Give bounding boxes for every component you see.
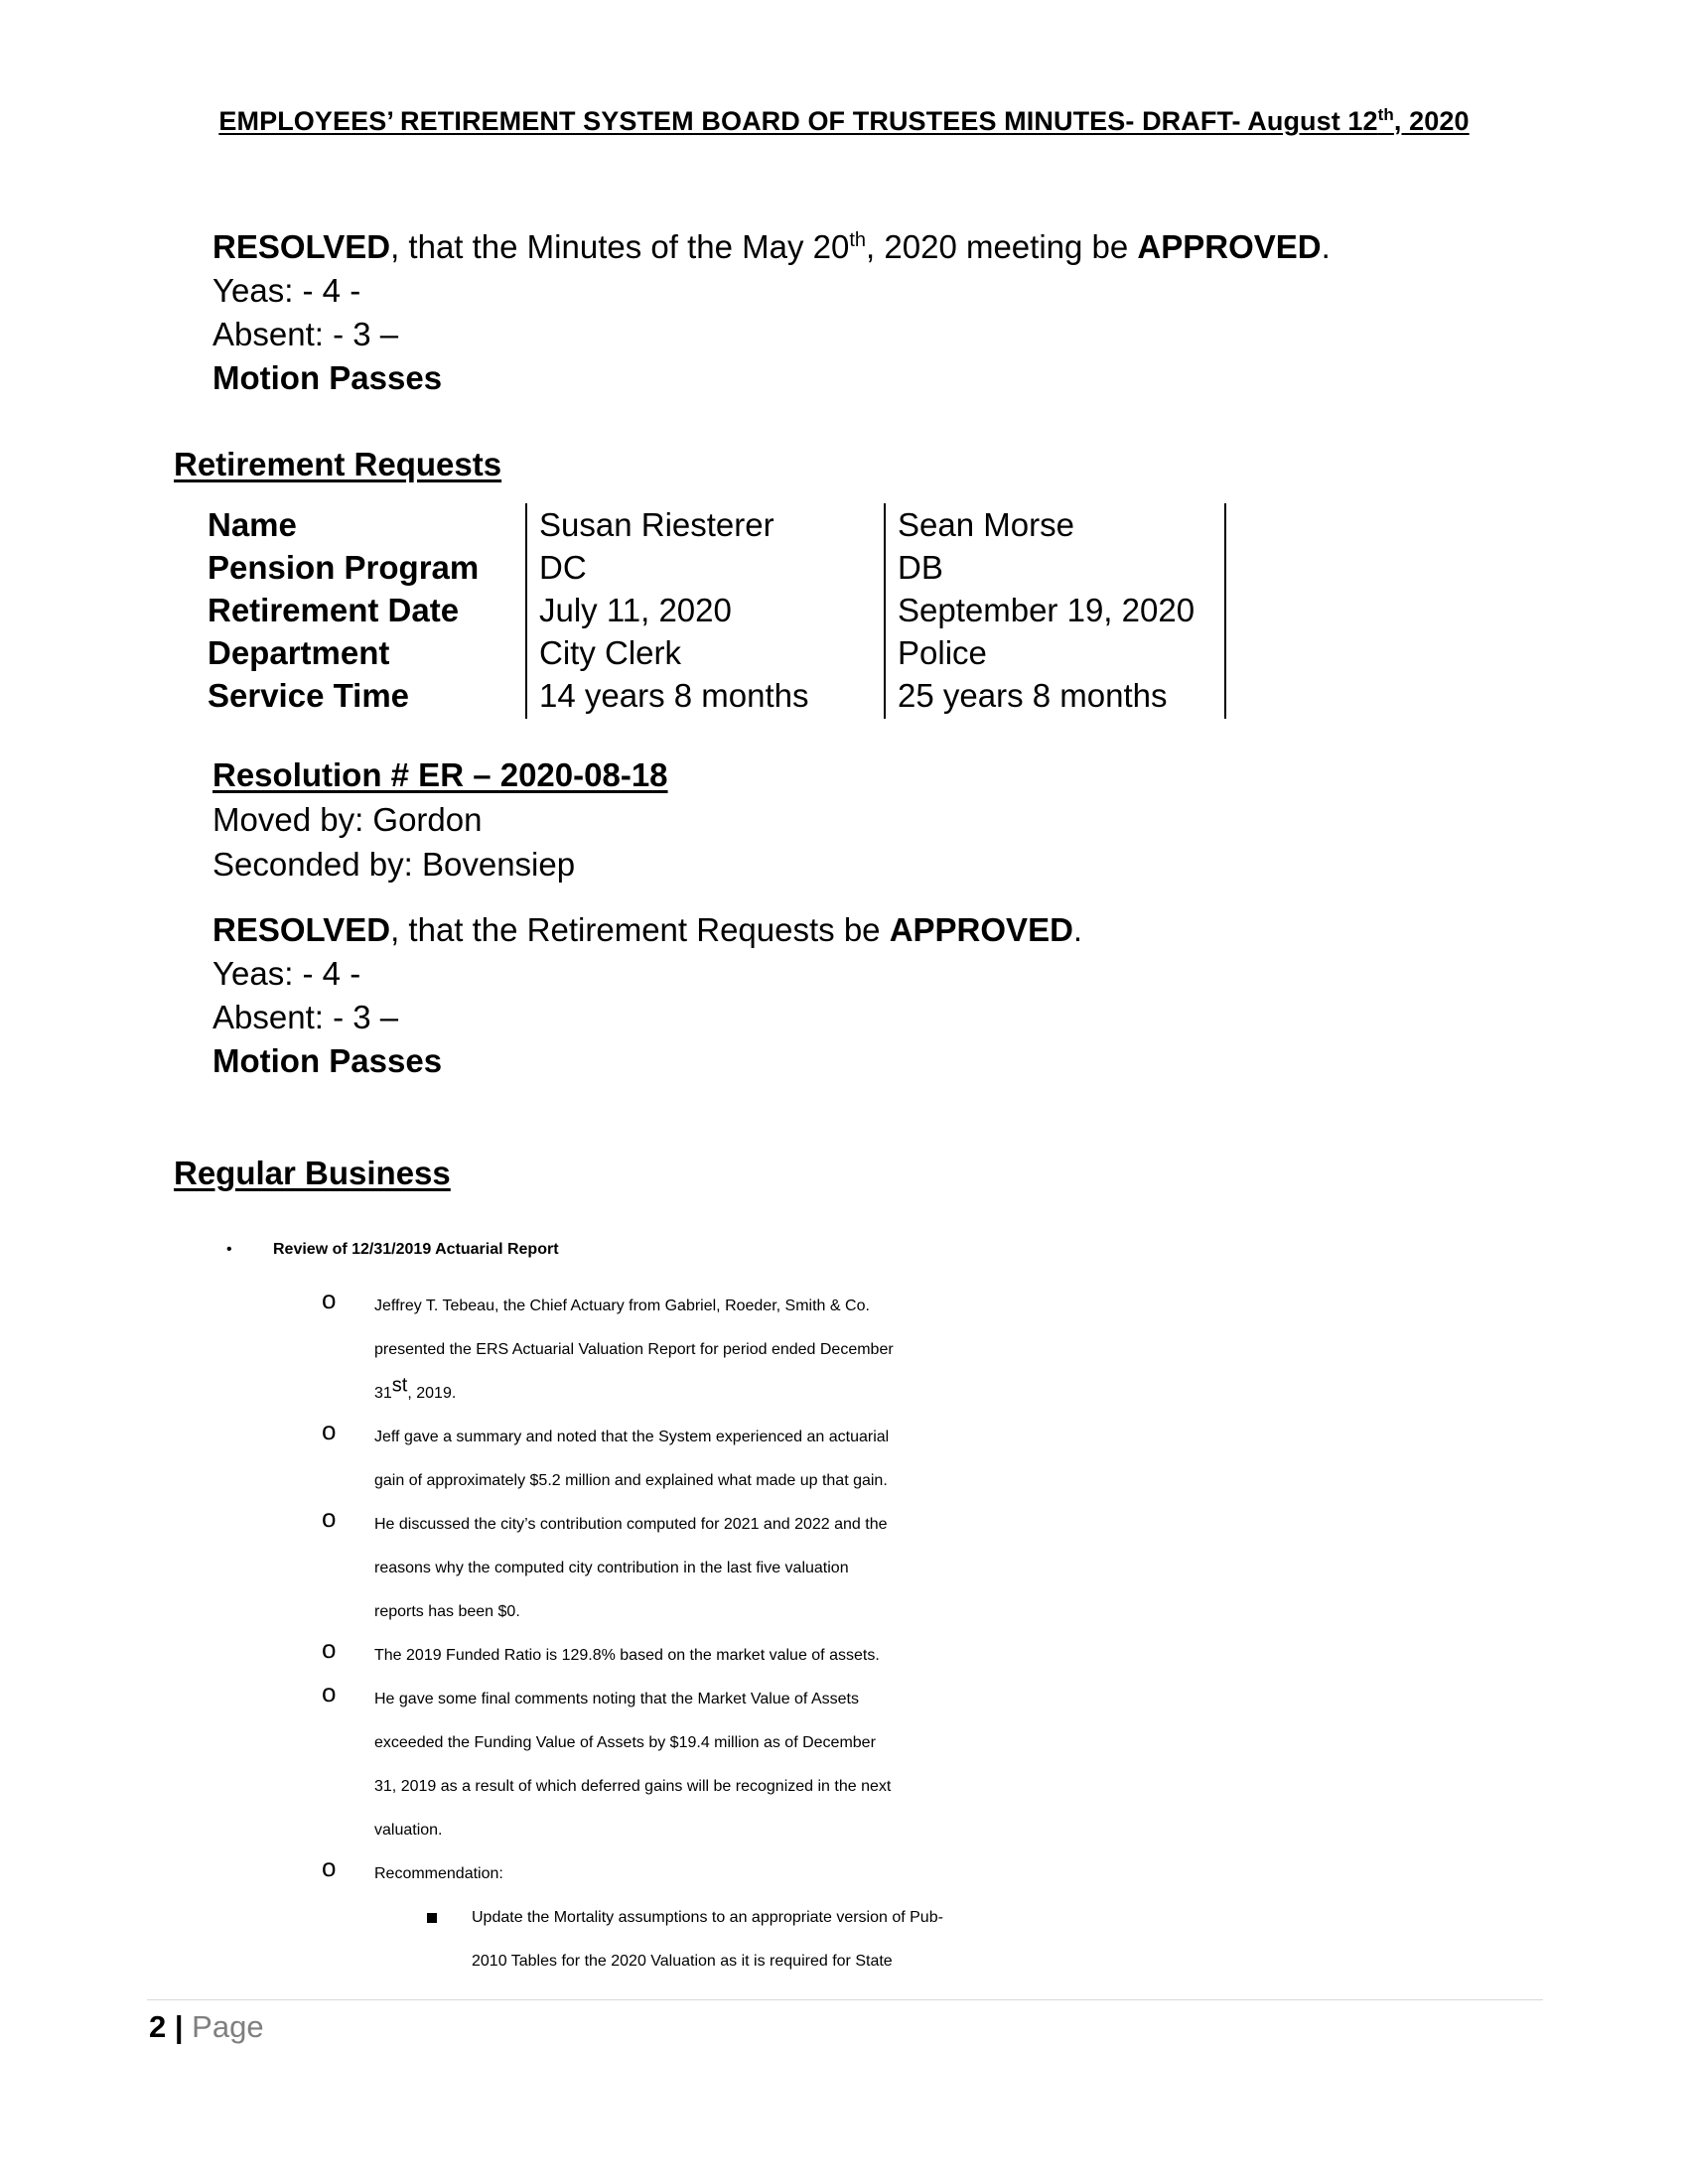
text-line: reasons why the computed city contribution in the last five valuation bbox=[374, 1560, 849, 1576]
text-line: gain of approximately $5.2 million and explained what made up that gain. bbox=[374, 1472, 888, 1489]
regular-business-heading: Regular Business bbox=[174, 1155, 451, 1191]
label-name: Name bbox=[208, 506, 297, 543]
table-divider bbox=[884, 503, 886, 719]
retiree-service-time: 25 years 8 months bbox=[898, 677, 1168, 714]
text-line: reports has been $0. bbox=[374, 1603, 520, 1620]
text-line: Recommendation: bbox=[374, 1865, 503, 1882]
sub-bullet-item bbox=[322, 1634, 1474, 1678]
retiree-department: Police bbox=[898, 634, 987, 671]
resolved-line bbox=[212, 908, 1082, 952]
bullet-title: Review of 12/31/2019 Actuarial Report bbox=[273, 1241, 559, 1258]
circle-bullet-icon: o bbox=[322, 1852, 337, 1882]
circle-bullet-icon: o bbox=[322, 1285, 337, 1314]
resolution-number: Resolution # ER – 2020-08-18 bbox=[212, 756, 668, 793]
retiree-pension-program: DB bbox=[898, 549, 943, 586]
resolved-text: , that the Minutes of the May 20 bbox=[390, 228, 850, 265]
retirement-resolution bbox=[212, 752, 668, 887]
header-title: EMPLOYEES’ RETIREMENT SYSTEM BOARD OF TRUSTEES MINUTES- DRAFT- August 12 bbox=[218, 106, 1378, 136]
retiree-column-2 bbox=[898, 503, 1195, 717]
text-fragment: 31 bbox=[374, 1385, 392, 1402]
yeas-count: Yeas: - 4 - bbox=[212, 272, 361, 309]
retiree-column-1 bbox=[539, 503, 808, 717]
resolved-text-sup: th bbox=[849, 229, 867, 251]
retiree-pension-program: DC bbox=[539, 549, 587, 586]
sub-bullet-item bbox=[322, 1503, 1474, 1634]
text-line: He discussed the city’s contribution computed for 2021 and 2022 and the bbox=[374, 1516, 888, 1533]
sub-bullet-item bbox=[322, 1285, 1474, 1416]
label-service-time: Service Time bbox=[208, 677, 410, 714]
text-line: 31, 2019 as a result of which deferred gains will be recognized in the next bbox=[374, 1778, 892, 1795]
table-divider bbox=[525, 503, 527, 719]
minutes-resolution bbox=[212, 225, 1331, 400]
resolved-text: , that the Retirement Requests be bbox=[390, 911, 890, 948]
motion-status: Motion Passes bbox=[212, 1042, 443, 1079]
text-line: The 2019 Funded Ratio is 129.8% based on the market value of assets. bbox=[374, 1647, 880, 1664]
absent-count: Absent: - 3 – bbox=[212, 999, 399, 1035]
retirement-resolution-vote bbox=[212, 908, 1082, 1083]
row-labels bbox=[208, 503, 479, 717]
resolved-text-end: , 2020 meeting be bbox=[866, 228, 1138, 265]
approved-word: APPROVED bbox=[889, 911, 1073, 948]
page-footer bbox=[149, 2009, 264, 2045]
resolved-line bbox=[212, 225, 1331, 269]
approved-word: APPROVED bbox=[1137, 228, 1322, 265]
retiree-service-time: 14 years 8 months bbox=[539, 677, 809, 714]
label-department: Department bbox=[208, 634, 390, 671]
period: . bbox=[1321, 228, 1331, 265]
header-title-end: , 2020 bbox=[1393, 106, 1470, 136]
yeas-count: Yeas: - 4 - bbox=[212, 955, 361, 992]
sub-bullet-item bbox=[322, 1852, 1474, 1896]
resolved-word: RESOLVED bbox=[212, 911, 391, 948]
retirement-requests-heading: Retirement Requests bbox=[174, 446, 502, 482]
text-line: presented the ERS Actuarial Valuation Report for period ended December bbox=[374, 1341, 894, 1358]
text-line: 2010 Tables for the 2020 Valuation as it is required for State bbox=[472, 1953, 893, 1970]
square-bullet-item bbox=[420, 1896, 1482, 1983]
text-line: exceeded the Funding Value of Assets by $19.4 million as of December bbox=[374, 1734, 876, 1751]
label-retirement-date: Retirement Date bbox=[208, 592, 460, 628]
label-pension-program: Pension Program bbox=[208, 549, 480, 586]
square-bullet-icon bbox=[427, 1913, 437, 1923]
page-word: Page bbox=[192, 2009, 264, 2044]
text-fragment: , 2019. bbox=[407, 1385, 457, 1402]
seconded-by: Seconded by: Bovensiep bbox=[212, 846, 576, 883]
circle-bullet-icon: o bbox=[322, 1416, 337, 1445]
footer-separator: | bbox=[166, 2009, 193, 2044]
table-divider bbox=[1224, 503, 1226, 719]
resolved-word: RESOLVED bbox=[212, 228, 391, 265]
text-line: valuation. bbox=[374, 1822, 443, 1839]
moved-by: Moved by: Gordon bbox=[212, 801, 483, 838]
text-line: Jeff gave a summary and noted that the System experienced an actuarial bbox=[374, 1429, 890, 1445]
absent-count: Absent: - 3 – bbox=[212, 316, 399, 352]
bullet-dot-icon: • bbox=[226, 1241, 232, 1258]
text-line bbox=[374, 1372, 1474, 1416]
circle-bullet-icon: o bbox=[322, 1634, 337, 1664]
retiree-retirement-date: July 11, 2020 bbox=[539, 592, 732, 628]
circle-bullet-icon: o bbox=[322, 1503, 337, 1533]
circle-bullet-icon: o bbox=[322, 1678, 337, 1707]
text-line: He gave some final comments noting that the Market Value of Assets bbox=[374, 1691, 859, 1707]
page-number: 2 bbox=[149, 2009, 167, 2044]
text-line: Update the Mortality assumptions to an appropriate version of Pub- bbox=[472, 1909, 943, 1926]
text-line: Jeffrey T. Tebeau, the Chief Actuary from Gabriel, Roeder, Smith & Co. bbox=[374, 1297, 870, 1314]
sub-bullet-item bbox=[322, 1678, 1474, 1852]
footer-divider bbox=[147, 1999, 1543, 2000]
retiree-name: Sean Morse bbox=[898, 506, 1074, 543]
header-title-sup: th bbox=[1377, 105, 1394, 124]
sub-bullet-item bbox=[322, 1416, 1474, 1503]
page-header bbox=[0, 106, 1688, 137]
retiree-name: Susan Riesterer bbox=[539, 506, 774, 543]
period: . bbox=[1072, 911, 1083, 948]
retiree-department: City Clerk bbox=[539, 634, 682, 671]
motion-status: Motion Passes bbox=[212, 359, 443, 396]
retiree-retirement-date: September 19, 2020 bbox=[898, 592, 1196, 628]
superscript: st bbox=[391, 1374, 408, 1397]
